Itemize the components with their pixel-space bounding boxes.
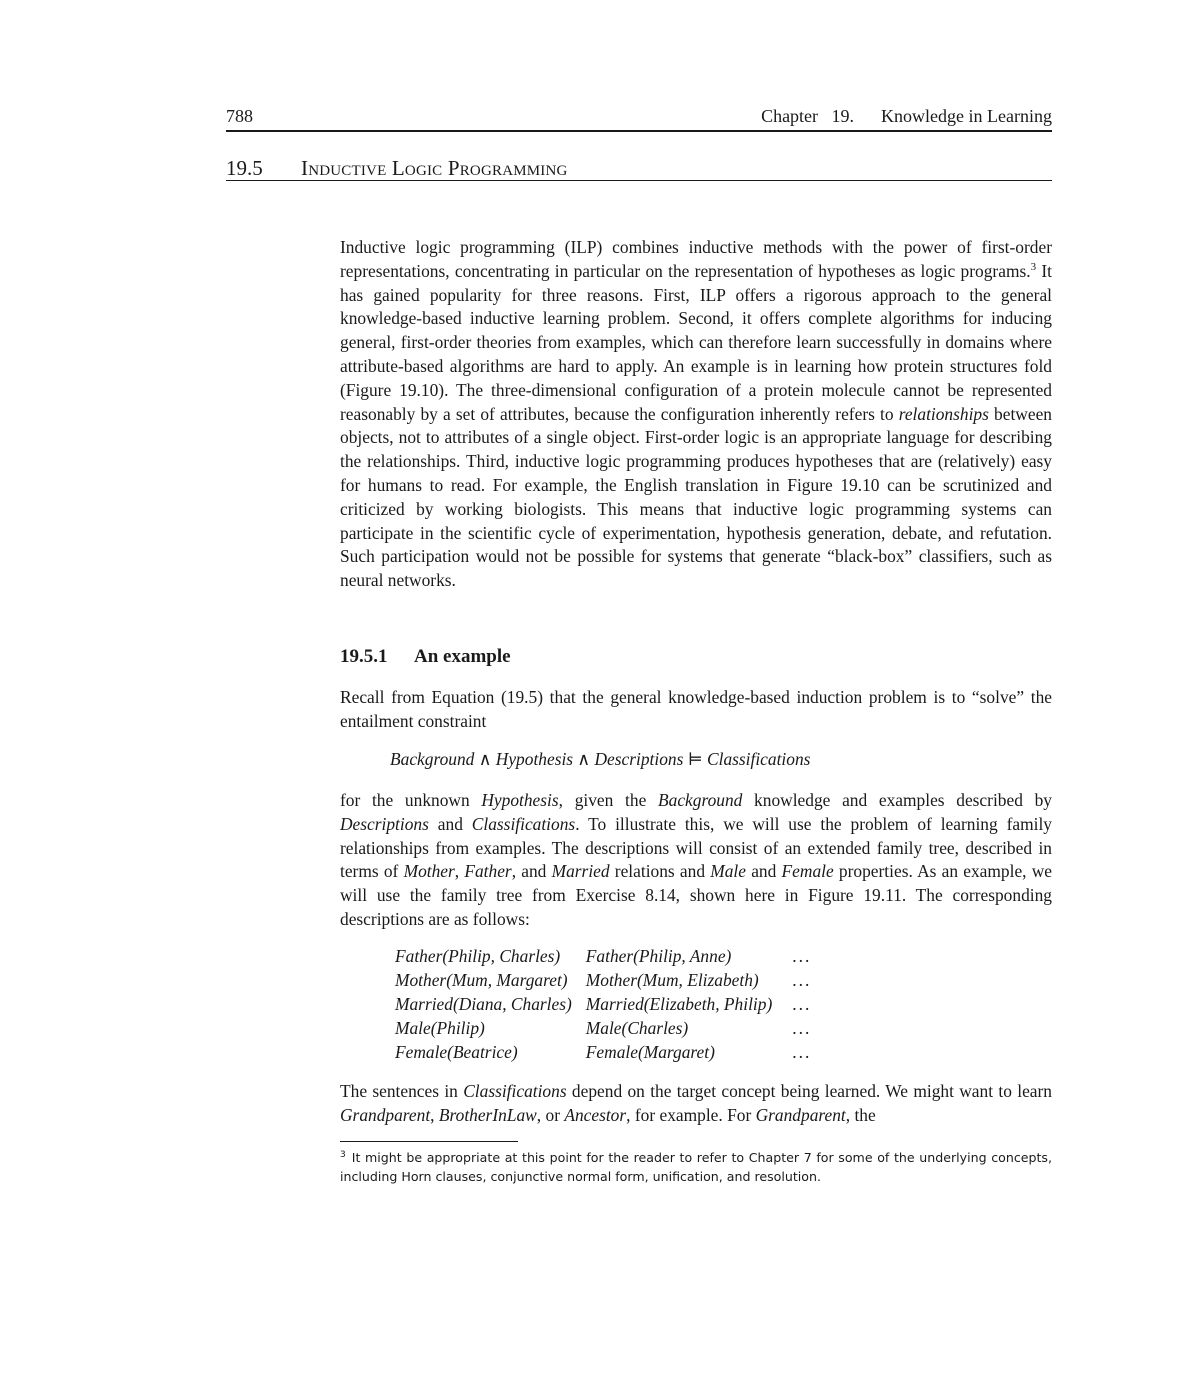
subsection-title: An example bbox=[414, 646, 511, 667]
fact-cell: Female(Margaret) bbox=[585, 1042, 715, 1062]
fact-cell: Married(Elizabeth, Philip) bbox=[585, 994, 773, 1014]
text-run: , for example. For bbox=[626, 1104, 756, 1125]
intro-paragraph bbox=[340, 236, 1052, 593]
fact-cell: Male(Charles) bbox=[585, 1018, 689, 1038]
fact-cell: Male(Philip) bbox=[395, 1018, 485, 1038]
section-number: 19.5 bbox=[226, 156, 263, 180]
math-term: Hypothesis bbox=[481, 790, 559, 810]
intro-text-b: It has gained popularity for three reasons. First, ILP offers a rigorous approach to the general knowledge-based inductive learning problem. Second, it offers complete algorithms for inducing general, first-order theories from examples, which can therefore learn successfully in domains where attribute-based algorithms are hard to apply. An example is in learning how protein structures fold (Figure 19.10). The three-dimensional configuration of a protein molecule cannot be represented reasonably by a set of attributes, because the configuration inherently refers to bbox=[340, 260, 1052, 424]
running-head bbox=[226, 104, 1052, 132]
math-term: Background bbox=[658, 790, 743, 810]
ellipsis: ... bbox=[792, 994, 812, 1014]
fact-cell: Mother(Mum, Elizabeth) bbox=[585, 970, 759, 990]
footnote-mark: 3 bbox=[340, 1149, 346, 1160]
math-term: Grandparent bbox=[340, 1104, 431, 1125]
intro-emphasis: relationships bbox=[898, 403, 989, 424]
facts-row bbox=[395, 970, 825, 994]
text-run: for the unknown bbox=[340, 790, 482, 810]
facts-row bbox=[395, 1018, 825, 1042]
math-term: Male bbox=[710, 861, 746, 882]
text-run: relations and bbox=[609, 861, 711, 882]
ellipsis: ... bbox=[792, 1042, 812, 1062]
math-term: Descriptions bbox=[340, 813, 429, 834]
footnote-reference[interactable]: 3 bbox=[1030, 261, 1037, 273]
math-term: Grandparent bbox=[755, 1104, 846, 1125]
chapter-title: Chapter 19. Knowledge in Learning bbox=[761, 106, 1052, 126]
text-run: , given the bbox=[558, 790, 658, 810]
math-term: Mother bbox=[403, 861, 455, 882]
fact-cell: Married(Diana, Charles) bbox=[395, 994, 572, 1014]
text-run: and bbox=[428, 813, 472, 834]
facts-row bbox=[395, 994, 825, 1018]
ellipsis: ... bbox=[792, 970, 812, 990]
ellipsis: ... bbox=[792, 946, 812, 966]
text-run: . To illustrate this, we will use the problem of learning family relationships from examples. The descriptions will consist of an extended family tree, described in terms of bbox=[340, 813, 1052, 882]
math-term: Female bbox=[781, 861, 834, 882]
footnote-text: It might be appropriate at this point for the reader to refer to Chapter 7 for some of the underlying concepts, including Horn clauses, conjunctive normal form, unification, and resolution. bbox=[340, 1150, 1052, 1184]
footnote bbox=[340, 1148, 1052, 1186]
math-term: Father bbox=[464, 861, 512, 882]
text-run: , and bbox=[511, 861, 552, 882]
math-term: Classifications bbox=[463, 1081, 567, 1101]
footnote-rule bbox=[340, 1141, 518, 1142]
text-run: and bbox=[745, 861, 782, 882]
classifications-paragraph bbox=[340, 1080, 1052, 1128]
text-run: The sentences in bbox=[340, 1081, 464, 1101]
math-term: Ancestor bbox=[564, 1104, 627, 1125]
ellipsis: ... bbox=[792, 1018, 812, 1038]
entailment-equation: Background ∧ Hypothesis ∧ Descriptions ⊨ Classifications bbox=[390, 749, 811, 769]
fact-cell: Father(Philip, Anne) bbox=[585, 946, 732, 966]
math-term: Married bbox=[551, 861, 610, 882]
subsection-number: 19.5.1 bbox=[340, 646, 388, 667]
facts-row bbox=[395, 1042, 825, 1066]
text-run: , or bbox=[536, 1104, 565, 1125]
fact-cell: Mother(Mum, Margaret) bbox=[395, 970, 568, 990]
subsection-heading bbox=[340, 646, 511, 668]
text-run: depend on the target concept being learned. We might want to learn bbox=[566, 1081, 1052, 1101]
fact-cell: Female(Beatrice) bbox=[395, 1042, 518, 1062]
facts-row bbox=[395, 946, 825, 970]
fact-cell: Father(Philip, Charles) bbox=[395, 946, 561, 966]
text-run: properties. As an example, we will use the family tree from Exercise 8.14, shown here in Figure 19.11. The corresponding descriptions are as follows: bbox=[340, 861, 1053, 929]
text-run: , bbox=[430, 1104, 439, 1125]
text-run: knowledge and examples described by bbox=[742, 790, 1052, 810]
text-run: , bbox=[454, 861, 465, 882]
description-paragraph bbox=[340, 789, 1052, 932]
family-facts-table bbox=[395, 946, 825, 1066]
intro-text-a: Inductive logic programming (ILP) combines inductive methods with the power of first-order representations, concentrating in particular on the representation of hypotheses as logic programs. bbox=[340, 237, 1052, 281]
recall-paragraph: Recall from Equation (19.5) that the general knowledge-based induction problem is to “solve” the entailment constraint bbox=[340, 687, 1052, 731]
page-number: 788 bbox=[226, 106, 253, 126]
intro-text-c: between objects, not to attributes of a single object. First-order logic is an appropriate language for describing the relationships. Third, inductive logic programming produces hypotheses that are (relatively) easy for humans to read. For example, the English translation in Figure 19.10 can be scrutinized and criticized by working biologists. This means that inductive logic programming systems can participate in the scientific cycle of experimentation, hypothesis generation, debate, and refutation. Such participation would not be possible for systems that generate “black-box” classifiers, such as neural networks. bbox=[340, 403, 1052, 591]
section-heading bbox=[226, 156, 1052, 181]
math-term: BrotherInLaw bbox=[438, 1104, 537, 1125]
text-run: , the bbox=[845, 1104, 876, 1125]
math-term: Classifications bbox=[471, 813, 576, 834]
section-title: Inductive Logic Programming bbox=[301, 156, 568, 180]
